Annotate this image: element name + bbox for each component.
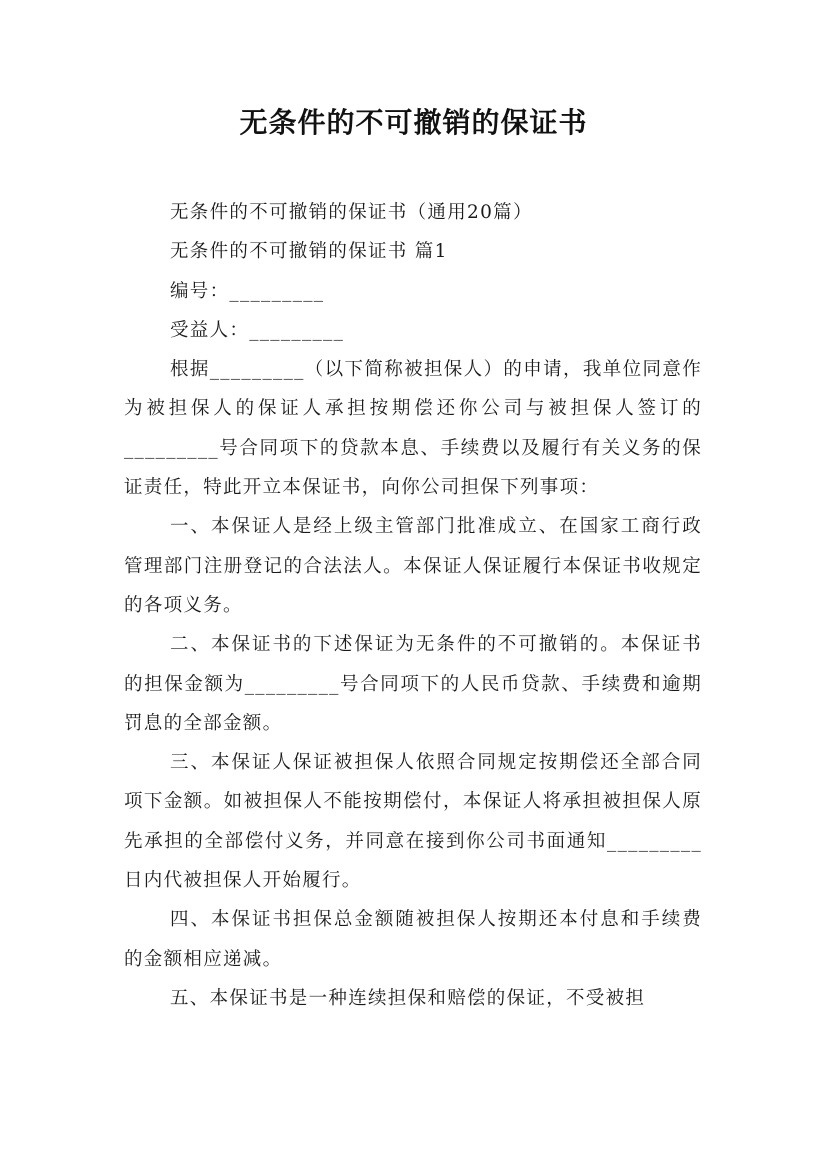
section-heading: 无条件的不可撤销的保证书 篇1 bbox=[170, 241, 448, 263]
number-line: 编号：_________ bbox=[170, 280, 325, 302]
paragraph-item-4: 四、本保证书担保总金额随被担保人按期还本付息和手续费的金额相应递减。 bbox=[124, 909, 702, 970]
paragraph-application: 根据_________（以下简称被担保人）的申请，我单位同意作为被担保人的保证人承担按期偿还你公司与被担保人签订的_________号合同项下的贷款本息、手续费以及履行有关义务的保证责任，特此开立本保证书，向你公司担保下列事项： bbox=[124, 359, 702, 499]
paragraph-item-1: 一、本保证人是经上级主管部门批准成立、在国家工商行政管理部门注册登记的合法法人。本保证人保证履行本保证书收规定的各项义务。 bbox=[124, 516, 702, 616]
paragraph-item-3: 三、本保证人保证被担保人依照合同规定按期偿还全部合同项下金额。如被担保人不能按期偿付，本保证人将承担被担保人原先承担的全部偿付义务，并同意在接到你公司书面通知_________日内代被担保人开始履行。 bbox=[124, 752, 702, 892]
document-body bbox=[124, 193, 702, 1018]
document-title: 无条件的不可撤销的保证书 bbox=[239, 106, 588, 139]
paragraph-item-2: 二、本保证书的下述保证为无条件的不可撤销的。本保证书的担保金额为_________号合同项下的人民币贷款、手续费和逾期罚息的全部金额。 bbox=[124, 634, 702, 734]
document-subtitle: 无条件的不可撤销的保证书（通用20篇） bbox=[170, 202, 533, 223]
paragraph-item-5: 五、本保证书是一种连续担保和赔偿的保证，不受被担 bbox=[170, 987, 646, 1009]
beneficiary-line: 受益人：_________ bbox=[170, 319, 345, 341]
